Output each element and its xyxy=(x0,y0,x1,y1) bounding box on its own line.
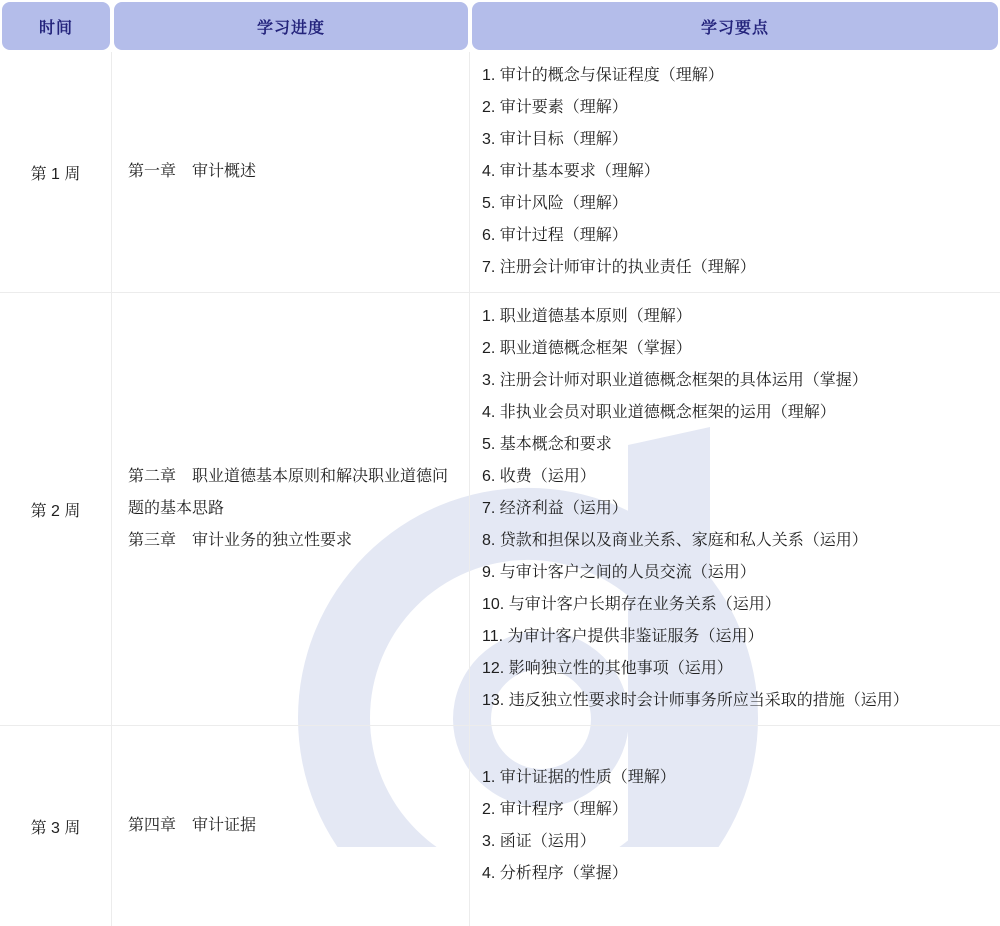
points-item: 1. 审计的概念与保证程度（理解） xyxy=(482,67,724,84)
points-cell xyxy=(470,726,1000,926)
table-row xyxy=(0,293,1000,726)
table-row xyxy=(0,726,1000,926)
progress-line: 第二章 职业道德基本原则和解决职业道德问题的基本思路 xyxy=(128,468,449,517)
points-cell xyxy=(470,52,1000,292)
points-item: 2. 审计要素（理解） xyxy=(482,99,628,116)
header-cell-time: 时间 xyxy=(2,2,110,50)
header-cell-progress: 学习进度 xyxy=(114,2,468,50)
progress-cell xyxy=(112,52,470,292)
points-item: 3. 审计目标（理解） xyxy=(482,131,628,148)
table-header-row xyxy=(0,0,1000,52)
progress-line: 第三章 审计业务的独立性要求 xyxy=(128,532,353,549)
points-item: 5. 基本概念和要求 xyxy=(482,436,612,453)
header-cell-points: 学习要点 xyxy=(472,2,998,50)
points-item: 3. 注册会计师对职业道德概念框架的具体运用（掌握） xyxy=(482,372,868,389)
points-item: 11. 为审计客户提供非鉴证服务（运用） xyxy=(482,628,764,645)
points-item: 7. 经济利益（运用） xyxy=(482,500,628,517)
progress-line: 第一章 审计概述 xyxy=(128,163,257,180)
points-item: 5. 审计风险（理解） xyxy=(482,195,628,212)
points-item: 1. 职业道德基本原则（理解） xyxy=(482,308,692,325)
points-item: 2. 审计程序（理解） xyxy=(482,801,628,818)
progress-line: 第四章 审计证据 xyxy=(128,817,257,834)
points-cell xyxy=(470,293,1000,725)
time-cell: 第 2 周 xyxy=(0,293,112,725)
points-item: 8. 贷款和担保以及商业关系、家庭和私人关系（运用） xyxy=(482,532,868,549)
points-item: 12. 影响独立性的其他事项（运用） xyxy=(482,660,733,677)
table-body xyxy=(0,52,1000,926)
points-item: 13. 违反独立性要求时会计师事务所应当采取的措施（运用） xyxy=(482,692,909,709)
points-item: 4. 审计基本要求（理解） xyxy=(482,163,660,180)
points-item: 2. 职业道德概念框架（掌握） xyxy=(482,340,692,357)
points-item: 3. 函证（运用） xyxy=(482,833,596,850)
points-item: 4. 分析程序（掌握） xyxy=(482,865,628,882)
time-cell: 第 1 周 xyxy=(0,52,112,292)
points-item: 6. 审计过程（理解） xyxy=(482,227,628,244)
points-item: 1. 审计证据的性质（理解） xyxy=(482,769,676,786)
points-item: 9. 与审计客户之间的人员交流（运用） xyxy=(482,564,756,581)
points-item: 6. 收费（运用） xyxy=(482,468,596,485)
points-item: 10. 与审计客户长期存在业务关系（运用） xyxy=(482,596,781,613)
points-item: 7. 注册会计师审计的执业责任（理解） xyxy=(482,259,756,276)
points-item: 4. 非执业会员对职业道德概念框架的运用（理解） xyxy=(482,404,836,421)
progress-cell xyxy=(112,293,470,725)
time-cell: 第 3 周 xyxy=(0,726,112,926)
table-row xyxy=(0,52,1000,293)
progress-cell xyxy=(112,726,470,926)
